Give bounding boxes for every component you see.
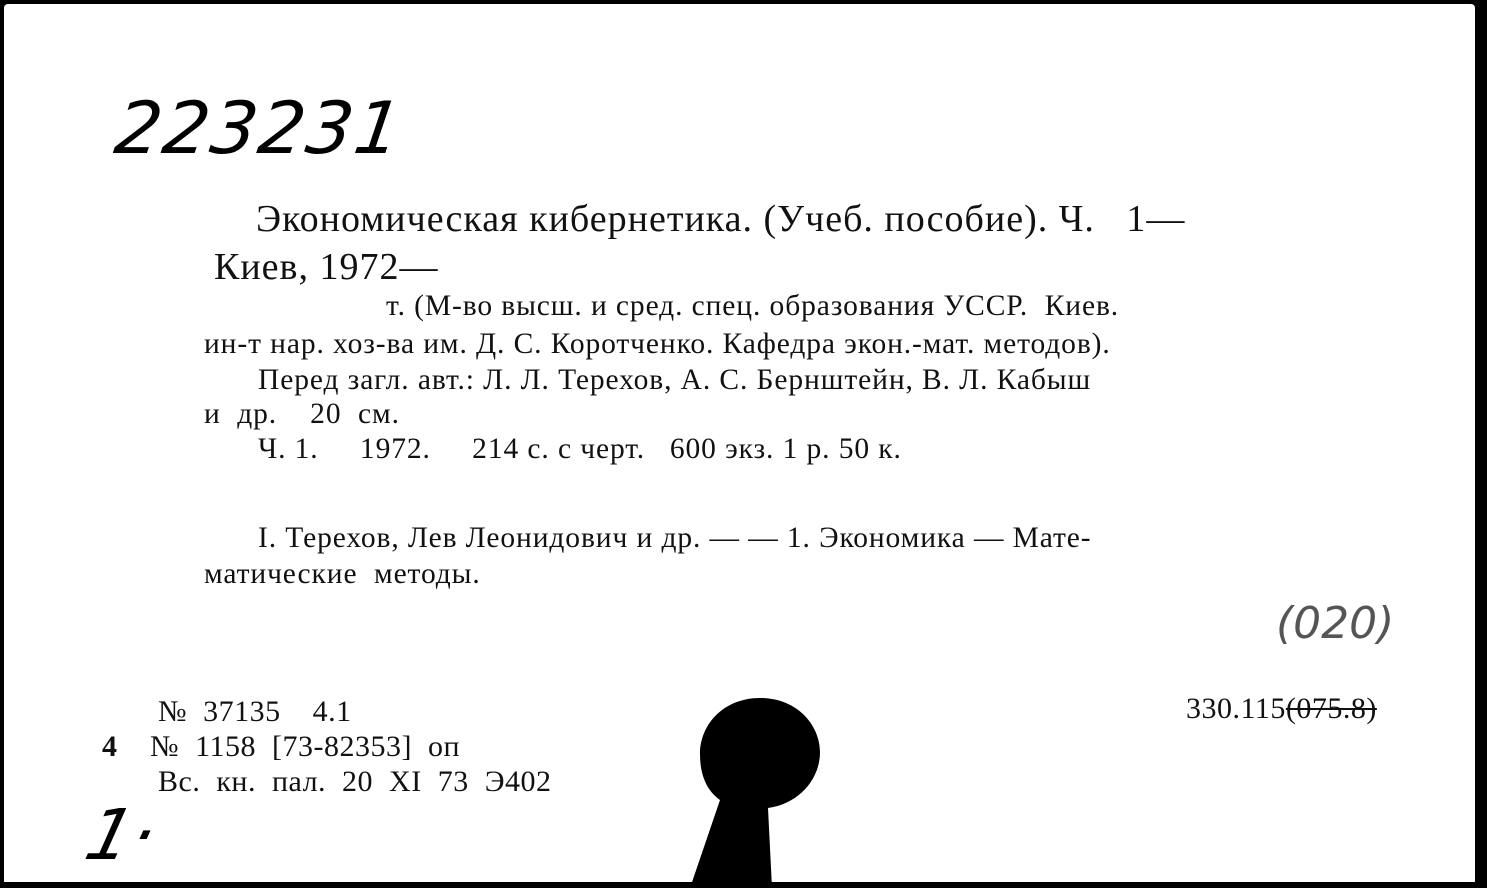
classification-index: [1154, 664, 1377, 754]
print-line-2-marker: 4: [102, 730, 118, 763]
description-line-1: т. (М-во высш. и сред. спец. образования УССР. Киев.: [386, 290, 1120, 322]
handwritten-mark: [1272, 592, 1407, 652]
classification-struck: (075.8): [1285, 692, 1377, 725]
print-line-3: Вс. кн. пал. 20 XI 73 Э402: [158, 765, 552, 798]
punch-hole-icon: [690, 690, 830, 888]
title-line-2: Киев, 1972—: [214, 246, 439, 288]
classification-prefix: 330.115: [1186, 692, 1286, 725]
tracing-line-1: I. Терехов, Лев Леонидович и др. — — 1. Экономика — Мате-: [258, 522, 1092, 554]
handwritten-one: 1·: [77, 794, 166, 876]
description-line-2: ин-т нар. хоз-ва им. Д. С. Коротченко. Кафедра экон.-мат. методов).: [204, 328, 1111, 360]
handwritten-mark-text: (020): [1276, 598, 1395, 649]
description-line-5: Ч. 1. 1972. 214 с. с черт. 600 экз. 1 р. 50 к.: [258, 433, 902, 465]
description-line-4: и др. 20 см.: [204, 398, 400, 430]
handwritten-inventory-number: 223231: [110, 86, 409, 170]
tracing-line-2: матические методы.: [204, 558, 481, 590]
print-line-2: № 1158 [73-82353] оп: [150, 730, 461, 763]
title-line-1: Экономическая кибернетика. (Учеб. пособие). Ч. 1—: [256, 198, 1186, 240]
description-line-3: Перед загл. авт.: Л. Л. Терехов, А. С. Бернштейн, В. Л. Кабыш: [258, 364, 1092, 396]
print-line-1: № 37135 4.1: [158, 695, 352, 728]
